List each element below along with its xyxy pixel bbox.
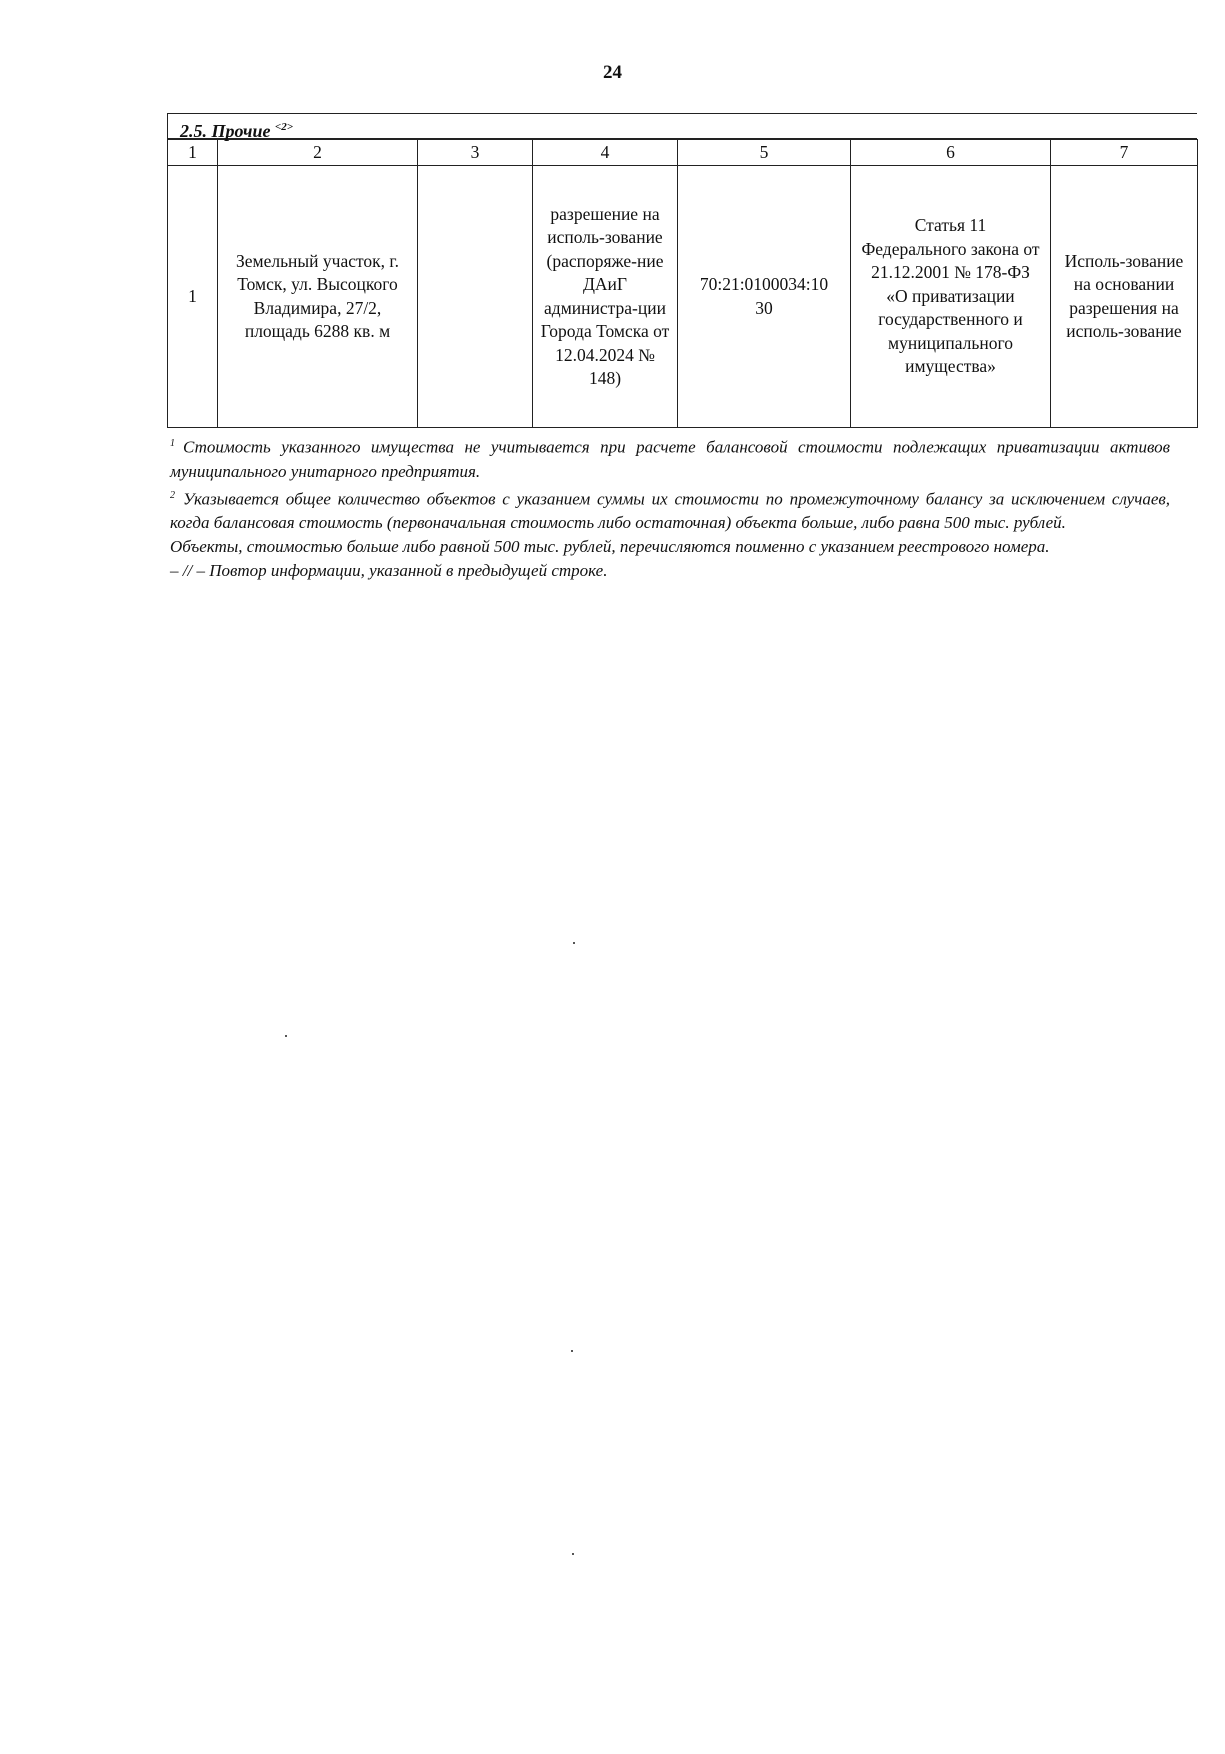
usage-basis: Исполь-зование на основании разрешения на исполь-зование <box>1051 166 1198 428</box>
section-title-mark: <2> <box>274 121 294 133</box>
section-title-text: 2.5. Прочие <box>180 121 271 141</box>
section-title <box>167 113 1197 139</box>
footnote-2-text: Указывается общее количество объектов с указанием суммы их стоимости по промежуточному балансу за исключением случаев, когда балансовая стоимость (первоначальная стоимость либо остаточная) объекта больше, либо равна 500 тыс. рублей. <box>170 489 1170 533</box>
basis-document: разрешение на исполь-зование (распоряже-ние ДАиГ администра-ции Города Томска от 12.04.2024 № 148) <box>533 166 678 428</box>
footnotes <box>170 432 1170 583</box>
footnote-1 <box>170 432 1170 484</box>
scan-speck <box>572 1553 574 1555</box>
footnote-4: – // – Повтор информации, указанной в предыдущей строке. <box>170 561 608 581</box>
header-cell: 1 <box>168 140 218 166</box>
header-cell: 4 <box>533 140 678 166</box>
scan-speck <box>571 1350 573 1352</box>
header-cell: 2 <box>218 140 418 166</box>
header-cell: 6 <box>851 140 1051 166</box>
footnote-2-mark: 2 <box>170 489 175 501</box>
header-cell: 7 <box>1051 140 1198 166</box>
section-others <box>167 113 1197 428</box>
empty-cell <box>418 166 533 428</box>
header-cell: 5 <box>678 140 851 166</box>
footnote-2 <box>170 484 1170 536</box>
scan-speck <box>285 1035 287 1037</box>
footnote-1-mark: 1 <box>170 438 175 449</box>
scan-speck <box>573 942 575 944</box>
row-number: 1 <box>168 166 218 428</box>
footnote-3: Объекты, стоимостью больше либо равной 500 тыс. рублей, перечисляются поименно с указанием реестрового номера. <box>170 537 1050 557</box>
table-row <box>168 166 1198 428</box>
assets-table <box>167 139 1198 428</box>
header-cell: 3 <box>418 140 533 166</box>
legal-basis: Статья 11 Федерального закона от 21.12.2001 № 178-ФЗ «О приватизации государственного и муниципального имущества» <box>851 166 1051 428</box>
object-description: Земельный участок, г. Томск, ул. Высоцкого Владимира, 27/2, площадь 6288 кв. м <box>218 166 418 428</box>
footnote-1-text: Стоимость указанного имущества не учитывается при расчете балансовой стоимости подлежащих приватизации активов муниципального унитарного предприятия. <box>170 437 1170 481</box>
header-row <box>168 140 1198 166</box>
page-number: 24 <box>603 62 622 83</box>
cadastral-number: 70:21:0100034:10 30 <box>678 166 851 428</box>
